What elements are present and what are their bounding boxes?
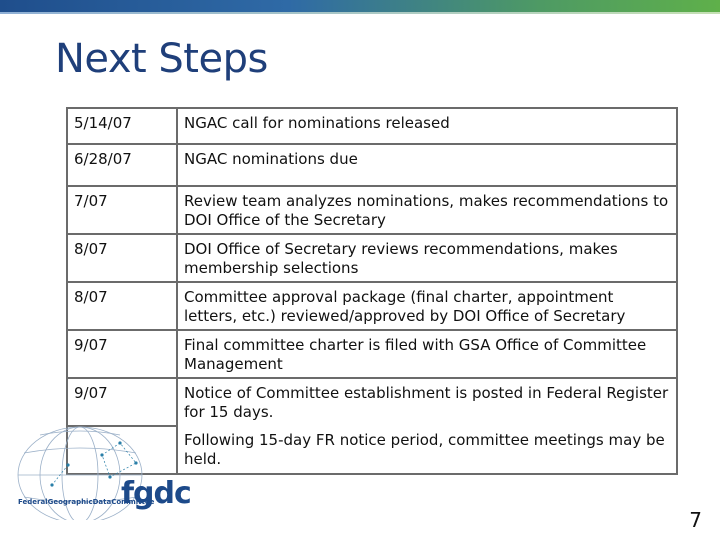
fgdc-logo-subtitle: FederalGeographicDataCommittee [18, 498, 155, 506]
schedule-task: DOI Office of Secretary reviews recommendations, makes membership selections [177, 234, 677, 282]
table-row [67, 282, 677, 330]
schedule-date: 9/07 [67, 378, 177, 426]
table-row [67, 186, 677, 234]
table-row [67, 234, 677, 282]
table-row [67, 108, 677, 144]
schedule-task: Review team analyzes nominations, makes recommendations to DOI Office of the Secretary [177, 186, 677, 234]
schedule-task: Committee approval package (final charter, appointment letters, etc.) reviewed/approved by DOI Office of Secretary [177, 282, 677, 330]
schedule-task: Final committee charter is filed with GSA Office of Committee Management [177, 330, 677, 378]
slide-title: Next Steps [55, 36, 268, 82]
schedule-date: 6/28/07 [67, 144, 177, 186]
fgdc-logo: fgdc [121, 476, 191, 511]
table-row [67, 330, 677, 378]
page-number: 7 [689, 508, 702, 532]
schedule-task: NGAC call for nominations released [177, 108, 677, 144]
schedule-task: NGAC nominations due [177, 144, 677, 186]
schedule-date: 9/07 [67, 330, 177, 378]
schedule-date: 8/07 [67, 234, 177, 282]
table-row [67, 144, 677, 186]
schedule-date: 7/07 [67, 186, 177, 234]
schedule-date: 5/14/07 [67, 108, 177, 144]
schedule-task: Following 15-day FR notice period, committee meetings may be held. [177, 426, 677, 474]
schedule-date: 8/07 [67, 282, 177, 330]
header-bar [0, 0, 720, 12]
header-bar-accent [0, 12, 720, 14]
schedule-task: Notice of Committee establishment is posted in Federal Register for 15 days. [177, 378, 677, 426]
